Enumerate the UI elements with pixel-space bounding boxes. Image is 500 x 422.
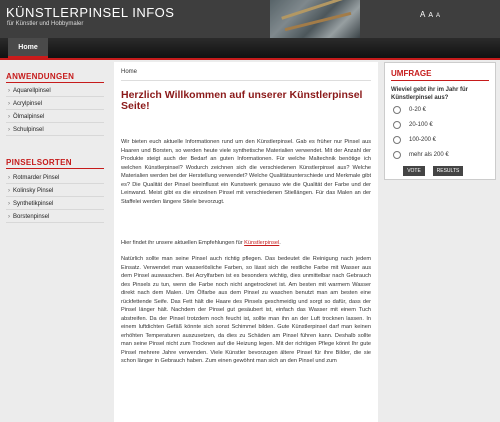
breadcrumb-divider xyxy=(121,80,371,81)
page-title: Herzlich Willkommen auf unserer Künstlerpinsel Seite! xyxy=(121,89,363,112)
font-size-controls xyxy=(420,10,440,19)
radio-icon[interactable] xyxy=(393,121,401,129)
sidebar-item-label: Synthetikpinsel xyxy=(13,201,54,207)
left-sidebar xyxy=(0,60,110,422)
sidebar-item-rotmarder-pinsel[interactable] xyxy=(6,172,104,184)
font-size-medium-button[interactable]: A xyxy=(428,12,434,19)
sidebar-heading-anwendungen: ANWENDUNGEN xyxy=(6,72,75,81)
poll-option-label: 100-200 € xyxy=(409,137,437,143)
poll-title: UMFRAGE xyxy=(391,69,432,78)
sidebar-item-label: Schulpinsel xyxy=(13,127,44,133)
nav-home-tab[interactable]: Home xyxy=(8,38,48,58)
sidebar-heading-pinselsorten: PINSELSORTEN xyxy=(6,158,72,167)
sidebar-divider xyxy=(6,82,104,83)
font-size-large-button[interactable]: A xyxy=(420,10,426,19)
poll-option[interactable] xyxy=(393,151,449,159)
sidebar-item-kolinsky-pinsel[interactable] xyxy=(6,185,104,197)
sidebar-item-label: Ölmalpinsel xyxy=(13,114,45,120)
site-title[interactable]: KÜNSTLERPINSEL INFOS xyxy=(6,5,175,20)
poll-widget xyxy=(384,62,496,180)
header-brush-image xyxy=(270,0,360,38)
care-paragraph: Natürlich sollte man seine Pinsel auch richtig pflegen. Das bedeutet die Reinigung nach jedem Einsatz. Verwendet man wasserlösliche Farben, so lässt sich die restliche Farbe mit Wasser aus dem Pinsel auswaschen. Bei Acrylfarben ist es besonders wichtig, dies unmittelbar nach Gebrauch des Pinsels zu tun, wenn die Farbe noch nicht angetrocknet ist. Am besten mit warmem Wasser direkt nach dem Malen. Um Ölfarbe aus dem Pinsel zu waschen benutzt man am besten eine rückfettende Seife. Das Fett hält die Haare des Pinsels geschmeidig und sorgt so dafür, dass der Pinsel länger hält. Nachdem der Pinsel gut gesäubert ist, einfach das Wasser mit einem Tuch abstreifen. Da der Pinsel trotzdem noch feucht ist, sollte man ihn an der Luft trocknen lassen. In einem luftdichten Gefäß könnte sich sonst Schimmel bilden. Gute Künstlerpinsel darf man keinen erhöhten Temperaturen auszusetzen, da dies zu Schäden am Pinsel führen kann. Deshalb sollte man seine Pinsel nicht zum Trocknen auf die Heizung legen. Mit der richtigen Pflege könnt Ihr gute Pinsel mehrere Jahre verwenden. Viele Künstler bevorzugen ältere Pinsel für ihre Bilder, die sie schon länger in Gebrauch haben. Zum einen gewöhnt man sich an den Pinsel und zum xyxy=(121,256,371,364)
bullet-icon: › xyxy=(8,101,10,107)
poll-option[interactable] xyxy=(393,121,433,129)
bullet-icon: › xyxy=(8,201,10,207)
sidebar-item-label: Aquarellpinsel xyxy=(13,88,51,94)
bullet-icon: › xyxy=(8,188,10,194)
poll-option-label: 0-20 € xyxy=(409,107,427,113)
bullet-icon: › xyxy=(8,214,10,220)
vote-button[interactable]: VOTE xyxy=(403,166,425,176)
sidebar-item-label: Rotmarder Pinsel xyxy=(13,175,60,181)
recommendation-suffix: . xyxy=(279,240,281,246)
radio-icon[interactable] xyxy=(393,151,401,159)
sidebar-divider xyxy=(6,168,104,169)
main-nav xyxy=(0,38,500,58)
main-content xyxy=(114,62,378,422)
sidebar-item-oelmalpinsel[interactable] xyxy=(6,111,104,123)
poll-option[interactable] xyxy=(393,106,426,114)
poll-option-label: mehr als 200 € xyxy=(409,152,449,158)
right-sidebar xyxy=(384,62,496,422)
bullet-icon: › xyxy=(8,175,10,181)
results-button[interactable]: RESULTS xyxy=(433,166,463,176)
sidebar-item-label: Acrylpinsel xyxy=(13,101,43,107)
bullet-icon: › xyxy=(8,127,10,133)
sidebar-item-borstenpinsel[interactable] xyxy=(6,211,104,223)
recommendation-paragraph xyxy=(121,239,371,248)
sidebar-item-label: Kolinsky Pinsel xyxy=(13,188,54,194)
sidebar-item-aquarellpinsel[interactable] xyxy=(6,85,104,97)
kuenstlerpinsel-link[interactable]: Künstlerpinsel xyxy=(244,240,280,246)
poll-option-label: 20-100 € xyxy=(409,122,433,128)
intro-paragraph: Wir bieten euch aktuelle Informationen rund um den Künstlerpinsel. Gab es früher nur Pinsel aus Haaren und Borsten, so werden heute viele synthetische Materialien verwendet. Mit der Anzahl der Produkte steigt auch der Bedarf an guten Informationen. Für welche Maltechnik benötige ich welchen Künstlerpinsel? Wodurch zeichnen sich die verschiedenen Künstlerpinsel aus? Welche Materialien werden bei der Herstellung verwendet? Welche Qualitätsunterschiede und Merkmale gibt es? Die Qualität der Pinsel beeinflusst ein Kunstwerk genauso wie die Qualität der Farbe und der Leinwand. Meist gibt es die einzelnen Pinsel mit verschiedenen Stiellängen. Für das Malen an der Staffelei werden längere Stiele bevorzugt. xyxy=(121,139,371,205)
poll-question: Wieviel gebt ihr im Jahr für Künstlerpinsel aus? xyxy=(391,87,468,101)
poll-divider xyxy=(391,80,489,81)
radio-icon[interactable] xyxy=(393,136,401,144)
site-header xyxy=(0,0,500,38)
sidebar-item-acrylpinsel[interactable] xyxy=(6,98,104,110)
font-size-small-button[interactable]: A xyxy=(436,13,441,19)
poll-option[interactable] xyxy=(393,136,436,144)
recommendation-text: Hier findet ihr unsere aktuellen Empfehlungen für xyxy=(121,240,245,246)
breadcrumb[interactable]: Home xyxy=(121,69,138,75)
radio-icon[interactable] xyxy=(393,106,401,114)
site-subtitle: für Künstler und Hobbymaler xyxy=(7,21,84,27)
sidebar-item-schulpinsel[interactable] xyxy=(6,124,104,136)
bullet-icon: › xyxy=(8,114,10,120)
sidebar-item-synthetikpinsel[interactable] xyxy=(6,198,104,210)
bullet-icon: › xyxy=(8,88,10,94)
sidebar-item-label: Borstenpinsel xyxy=(13,214,50,220)
